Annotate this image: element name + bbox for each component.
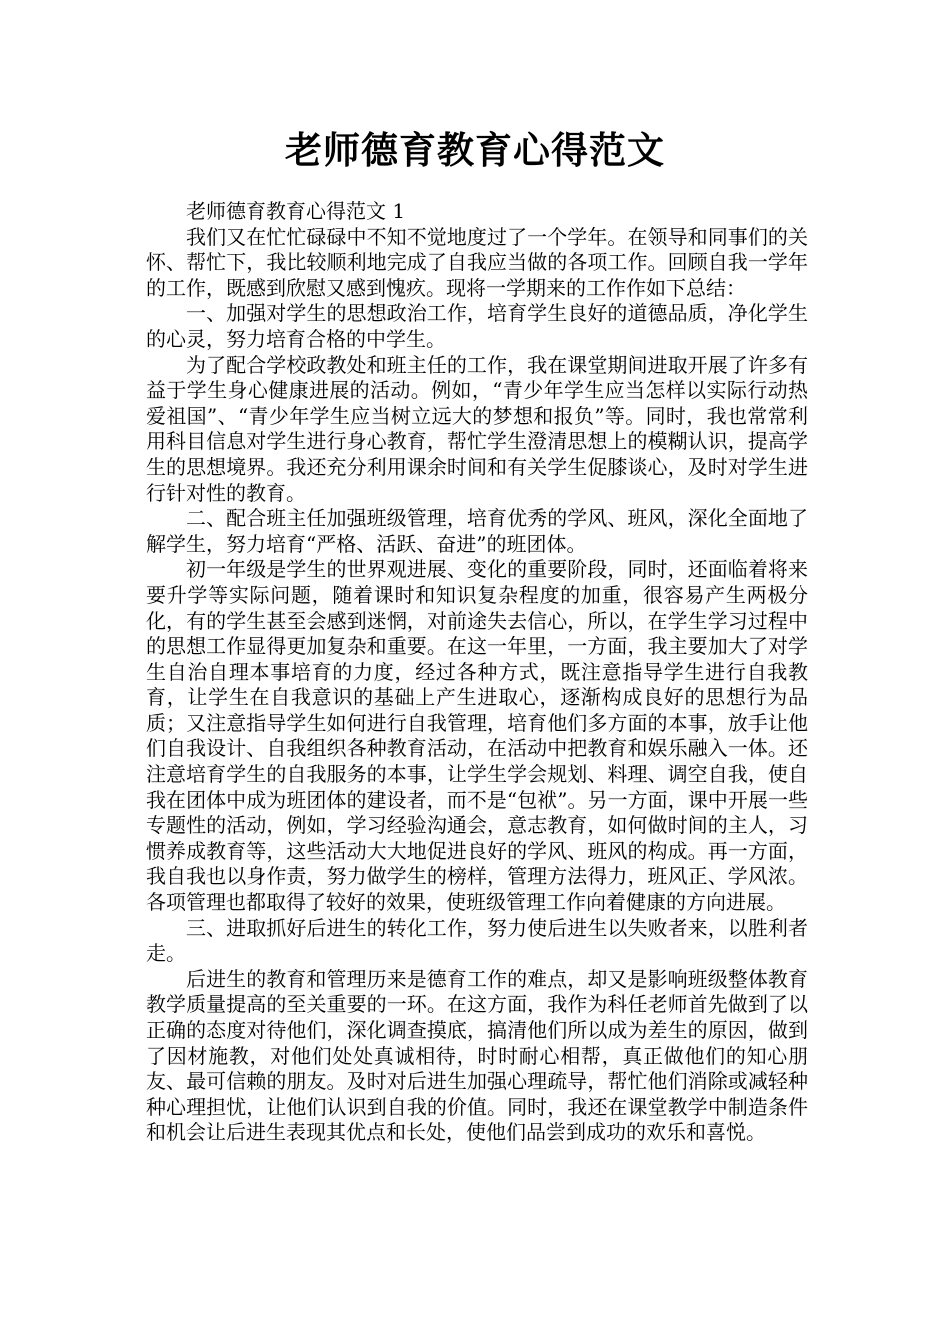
paragraph-section-three-body: 后进生的教育和管理历来是德育工作的难点，却又是影响班级整体教育教学质量提高的至关重要的一环。在这方面，我作为科任老师首先做到了以正确的态度对待他们，深化调查摸底，搞清他们所以成为差生的原因，做到了因材施教，对他们处处真诚相待，时时耐心相帮，真正做他们的知心朋友、最可信赖的朋友。及时对后进生加强心理疏导，帮忙他们消除或减轻种种心理担忧，让他们认识到自我的价值。同时，我还在课堂教学中制造条件和机会让后进生表现其优点和长处，使他们品尝到成功的欢乐和喜悦。 (146, 966, 808, 1145)
paragraph-section-two-body: 初一年级是学生的世界观进展、变化的重要阶段，同时，还面临着将来要升学等实际问题，随着课时和知识复杂程度的加重，很容易产生两极分化，有的学生甚至会感到迷惘，对前途失去信心，所以，在学生学习过程中的思想工作显得更加复杂和重要。在这一年里，一方面，我主要加大了对学生自治自理本事培育的力度，经过各种方式，既注意指导学生进行自我教育，让学生在自我意识的基础上产生进取心，逐渐构成良好的思想行为品质；又注意指导学生如何进行自我管理，培育他们多方面的本事，放手让他们自我设计、自我组织各种教育活动，在活动中把教育和娱乐融入一体。还注意培育学生的自我服务的本事，让学生学会规划、料理、调空自我，使自我在团体中成为班团体的建设者，而不是“包袱”。另一方面，课中开展一些专题性的活动，例如，学习经验沟通会，意志教育，如何做时间的主人，习惯养成教育等，这些活动大大地促进良好的学风、班风的构成。再一方面，我自我也以身作责，努力做学生的榜样，管理方法得力，班风正、学风浓。各项管理也都取得了较好的效果，使班级管理工作向着健康的方向进展。 (146, 557, 808, 915)
paragraph-section-two-heading: 二、配合班主任加强班级管理，培育优秀的学风、班风，深化全面地了解学生，努力培育“严格、活跃、奋进”的班团体。 (146, 506, 808, 556)
paragraph-intro: 我们又在忙忙碌碌中不知不觉地度过了一个学年。在领导和同事们的关怀、帮忙下，我比较顺利地完成了自我应当做的各项工作。回顾自我一学年的工作，既感到欣慰又感到愧疚。现将一学期来的工作作如下总结： (146, 224, 808, 300)
paragraph-section-one-heading: 一、加强对学生的思想政治工作，培育学生良好的道德品质，净化学生的心灵，努力培育合格的中学生。 (146, 301, 808, 351)
paragraph-section-one-body: 为了配合学校政教处和班主任的工作，我在课堂期间进取开展了许多有益于学生身心健康进展的活动。例如，“青少年学生应当怎样以实际行动热爱祖国”、“青少年学生应当树立远大的梦想和报负”等。同时，我也常常利用科目信息对学生进行身心教育，帮忙学生澄清思想上的模糊认识，提高学生的思想境界。我还充分利用课余时间和有关学生促膝谈心，及时对学生进行针对性的教育。 (146, 352, 808, 505)
document-body (146, 199, 808, 1146)
document-title: 老师德育教育心得范文 (285, 129, 665, 172)
paragraph-section-three-heading: 三、进取抓好后进生的转化工作，努力使后进生以失败者来，以胜利者走。 (146, 915, 808, 966)
paragraph-subtitle: 老师德育教育心得范文 1 (186, 199, 406, 223)
